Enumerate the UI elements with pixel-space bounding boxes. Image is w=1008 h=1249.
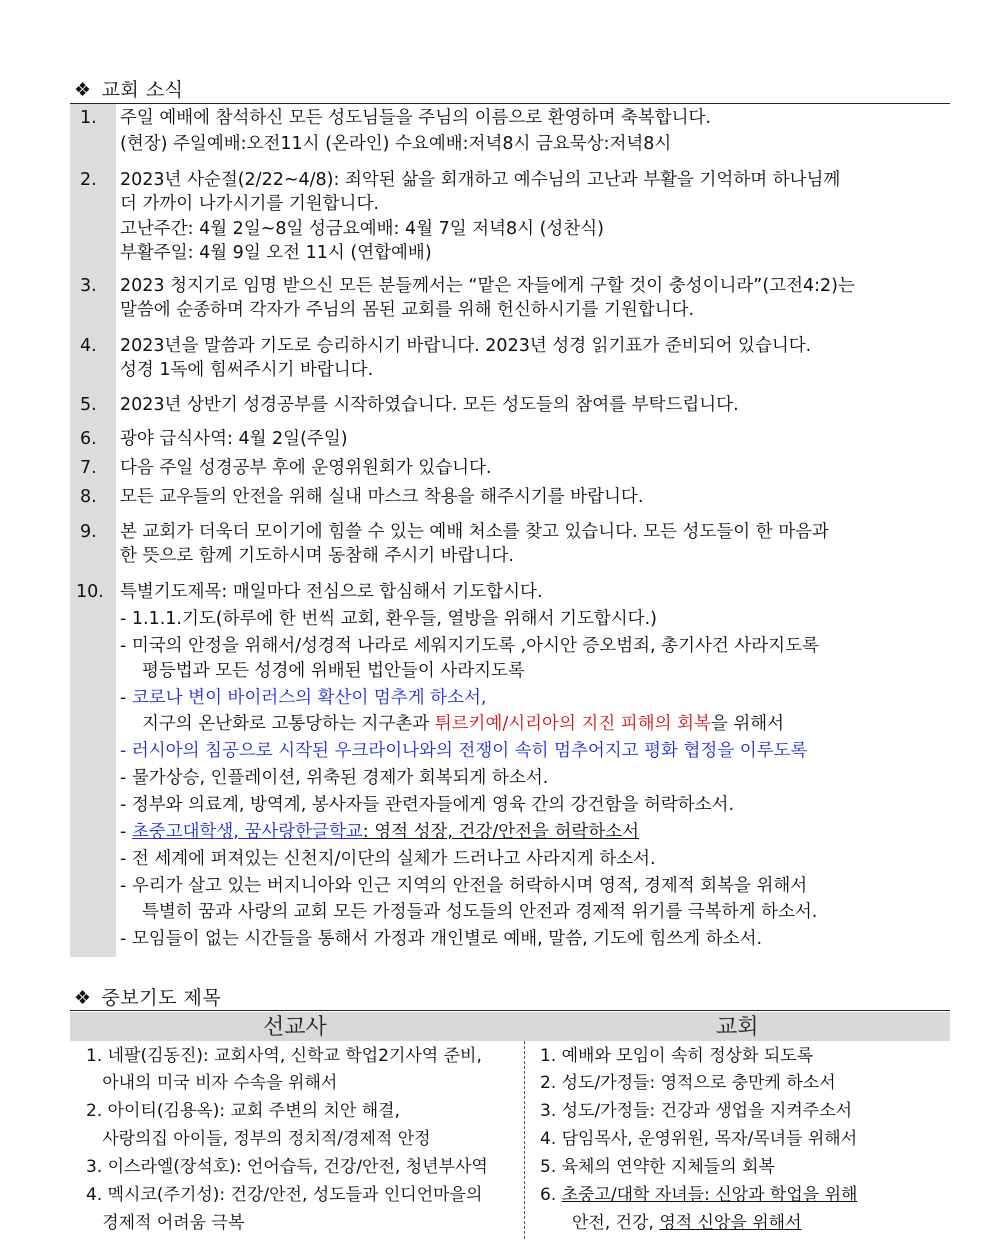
missionary-line: 사랑의집 아이들, 정부의 정치적/경제적 안정	[86, 1129, 431, 1149]
prayer-item-cont: 평등법과 모든 성경에 위배된 법안들이 사라지도록	[142, 661, 525, 681]
missionary-line: 아내의 미국 비자 수속을 위해서	[86, 1073, 338, 1093]
missionary-line: 1. 네팔(김동진): 교회사역, 신학교 학업2기사역 준비,	[86, 1046, 482, 1066]
prayer-item: - 미국의 안정을 위해서/성경적 나라로 세워지기도록 ,아시안 증오범죄, 총기사건 사라지도록	[120, 636, 819, 656]
church-line: 3. 성도/가정들: 건강과 생업을 지켜주소서	[540, 1101, 853, 1121]
news-section-title: ❖ 교회 소식	[74, 79, 184, 101]
diamond-bullet-icon: ❖	[74, 79, 92, 101]
column-header-missionary: 선교사	[263, 1015, 327, 1040]
missionary-line: 3. 이스라엘(장석호): 언어습득, 건강/안전, 청년부사역	[86, 1157, 488, 1177]
prayer-item: - 1.1.1.기도(하루에 한 번씩 교회, 환우들, 열방을 위해서 기도합시다.)	[120, 609, 657, 629]
church-line: 6. 초중고/대학 자녀들: 신앙과 학업을 위해	[540, 1185, 858, 1205]
table-header-row	[70, 1012, 950, 1041]
prayer-item: - 러시아의 침공으로 시작된 우크라이나와의 전쟁이 속히 멈추어지고 평화 협정을 이루도록	[120, 741, 808, 761]
missionary-line: 경제적 어려움 극복	[86, 1213, 245, 1233]
prayer-item: - 코로나 변이 바이러스의 확산이 멈추게 하소서,	[120, 688, 487, 708]
column-header-church: 교회	[716, 1015, 759, 1040]
missionary-line: 2. 아이티(김용옥): 교회 주변의 치안 해결,	[86, 1101, 400, 1121]
church-line: 1. 예배와 모임이 속히 정상화 되도록	[540, 1046, 814, 1066]
news-divider	[70, 103, 950, 104]
church-line: 2. 성도/가정들: 영적으로 충만케 하소서	[540, 1073, 836, 1093]
prayer-item: - 물가상승, 인플레이션, 위축된 경제가 회복되게 하소서.	[120, 768, 549, 788]
intercession-divider	[70, 1010, 950, 1011]
diamond-bullet-icon: ❖	[74, 987, 92, 1009]
column-divider	[524, 1041, 525, 1239]
prayer-item: - 초중고대학생, 꿈사랑한글학교: 영적 성장, 건강/안전을 허락하소서	[120, 822, 640, 842]
prayer-item: - 정부와 의료계, 방역계, 봉사자들 관련자들에게 영육 간의 강건함을 허락하소서.	[120, 795, 735, 815]
prayer-item-cont: 특별히 꿈과 사랑의 교회 모든 가정들과 성도들의 안전과 경제적 위기를 극복하게 하소서.	[142, 902, 818, 922]
church-line: 5. 육체의 연약한 지체들의 회복	[540, 1157, 775, 1177]
church-line: 안전, 건강, 영적 신앙을 위해서	[572, 1213, 802, 1233]
prayer-item-cont: 지구의 온난화로 고통당하는 지구촌과 튀르키예/시리아의 지진 피해의 회복을 위해서	[142, 714, 785, 734]
prayer-item: - 전 세계에 퍼져있는 신천지/이단의 실체가 드러나고 사라지게 하소서.	[120, 849, 656, 869]
church-line: 4. 담임목사, 운영위원, 목자/목녀들 위해서	[540, 1129, 858, 1149]
prayer-item: - 모임들이 없는 시간들을 통해서 가정과 개인별로 예배, 말씀, 기도에 힘쓰게 하소서.	[120, 929, 763, 949]
missionary-line: 4. 멕시코(주기성): 건강/안전, 성도들과 인디언마을의	[86, 1185, 483, 1205]
prayer-item: - 우리가 살고 있는 버지니아와 인근 지역의 안전을 허락하시며 영적, 경제적 회복을 위해서	[120, 876, 808, 896]
intercession-section-title: ❖ 중보기도 제목	[74, 987, 222, 1009]
